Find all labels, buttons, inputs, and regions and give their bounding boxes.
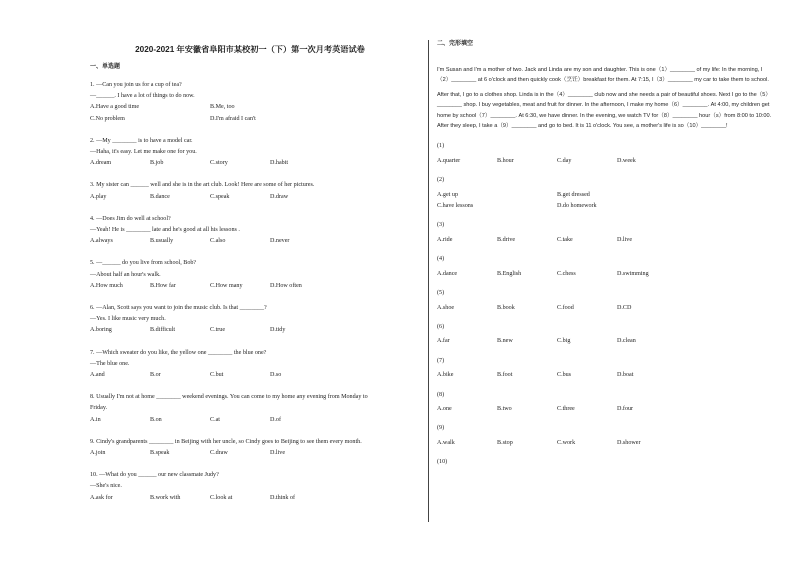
options-row <box>90 102 410 113</box>
answer-option[interactable]: C.chess <box>557 270 576 277</box>
cloze-paragraph-1: I'm Susan and I'm a mother of two. Jack and Linda are my son and daughter. This is one（1）________ of my life: In the morning, I（2）________ at 6 o'clock and then quickly cook（烹饪）breakfast for them. At 7:15, I（3）________ my car to take them to school. <box>437 67 769 84</box>
options-row <box>437 370 773 381</box>
answer-option[interactable]: C.big <box>557 338 571 345</box>
options-row <box>90 192 410 203</box>
cloze-question-list <box>437 141 773 468</box>
question-text: —______ do you live from school, Bob? <box>96 260 197 267</box>
options-row <box>437 336 773 347</box>
answer-option[interactable]: A.and <box>90 372 105 379</box>
answer-option[interactable]: A.ride <box>437 236 453 243</box>
answer-option[interactable]: B.drive <box>497 236 516 243</box>
question-line <box>90 437 410 448</box>
question-line <box>90 481 410 492</box>
options-row <box>90 493 410 504</box>
question-line <box>90 348 410 359</box>
options-row <box>90 448 410 459</box>
answer-option[interactable]: B.English <box>497 270 522 277</box>
options-row <box>437 235 773 246</box>
cloze-question-item <box>437 457 773 468</box>
answer-option[interactable]: D.so <box>270 372 282 379</box>
question-number: 9. <box>90 438 95 445</box>
question-line <box>90 392 410 403</box>
cloze-question-item <box>437 390 773 416</box>
answer-option[interactable]: A.get up <box>437 191 458 198</box>
question-line <box>90 180 410 191</box>
question-text: —Does Jim do well at school? <box>96 215 171 222</box>
answer-option[interactable]: B.speak <box>150 450 170 457</box>
options-row <box>90 325 410 336</box>
answer-option[interactable]: D.draw <box>270 193 289 200</box>
options-row <box>437 303 773 314</box>
question-line <box>90 359 410 370</box>
answer-option[interactable]: A.quarter <box>437 157 461 164</box>
answer-option[interactable]: C.but <box>210 372 224 379</box>
answer-option[interactable]: B.or <box>150 372 161 379</box>
multiple-choice-list <box>90 80 410 504</box>
question-item <box>90 80 410 125</box>
question-line <box>90 214 410 225</box>
answer-option[interactable]: A.far <box>437 338 450 345</box>
cloze-question-number: (2) <box>437 177 445 184</box>
question-text: —What do you ______ our new classmate Judy? <box>99 472 219 479</box>
cloze-question-item <box>437 254 773 280</box>
cloze-question-item <box>437 288 773 314</box>
question-number: 8. <box>90 394 95 401</box>
answer-option[interactable]: C.also <box>210 238 226 245</box>
exam-title: 2020-2021 年安徽省阜阳市某校初一（下）第一次月考英语试卷 <box>135 45 365 54</box>
answer-option[interactable]: D.live <box>617 236 633 243</box>
answer-option[interactable]: B.new <box>497 338 513 345</box>
answer-option[interactable]: B.hour <box>497 157 514 164</box>
options-row <box>437 269 773 280</box>
question-line <box>90 314 410 325</box>
answer-option[interactable]: B.two <box>497 405 512 412</box>
cloze-paragraph-2: After that, I go to a clothes shop. Linda is in the（4）________ club now and she needs a pair of beautiful shoes. Next I go to the（5）________ shop. I buy vegetables, meat and fruit for dinner. In the afternoon, I make my home（6）________. At 4:00, my children get home by school（7）________. At 6:30, we have dinner. In the evening, we watch TV for（8）________ hour（s）from 8:00 to 10:00. After they sleep, I take a（9）________ and go to bed. It is 11 o'clock. You see, a mother's life is so（10）________! <box>437 91 772 130</box>
answer-option[interactable]: C.bus <box>557 372 572 379</box>
answer-option[interactable]: C.take <box>557 236 573 243</box>
answer-option[interactable]: D.tidy <box>270 327 286 334</box>
cloze-question-item <box>437 423 773 449</box>
options-row <box>90 281 410 292</box>
answer-option[interactable]: B.dance <box>150 193 170 200</box>
cloze-question-item <box>437 356 773 382</box>
answer-option[interactable]: A.dance <box>437 270 458 277</box>
options-row <box>90 158 410 169</box>
answer-option[interactable]: A.play <box>90 193 107 200</box>
question-number: 3. <box>90 182 95 189</box>
answer-option[interactable]: C.have lessons <box>437 203 474 210</box>
options-row <box>90 114 410 125</box>
answer-option[interactable]: D.How often <box>270 282 302 289</box>
answer-option[interactable]: B.foot <box>497 372 513 379</box>
answer-option[interactable]: A.one <box>437 405 452 412</box>
question-text: —______. I have a lot of things to do now. <box>90 93 195 100</box>
question-text: Friday. <box>90 405 108 412</box>
options-row <box>437 404 773 415</box>
question-text: —My ________ is to have a model car. <box>96 137 193 144</box>
answer-option[interactable]: B.stop <box>497 439 513 446</box>
answer-option[interactable]: D.never <box>270 238 290 245</box>
answer-option[interactable]: A.boring <box>90 327 112 334</box>
cloze-question-item <box>437 141 773 167</box>
cloze-question-number: (8) <box>437 391 445 398</box>
options-row <box>437 190 773 201</box>
answer-option[interactable]: B.difficult <box>150 327 176 334</box>
question-item <box>90 437 410 459</box>
cloze-question-number: (3) <box>437 222 445 229</box>
cloze-question-number: (1) <box>437 143 445 150</box>
question-item <box>90 214 410 248</box>
question-text: —Yeah! He is ________ late and he's good at all his lessons . <box>90 227 240 234</box>
answer-option[interactable]: C.How many <box>210 282 243 289</box>
cloze-question-number: (6) <box>437 323 445 330</box>
cloze-question-number: (9) <box>437 425 445 432</box>
cloze-question-number: (5) <box>437 290 445 297</box>
answer-option[interactable]: A.Have a good time <box>90 104 140 111</box>
answer-option[interactable]: B.job <box>150 160 164 167</box>
answer-option[interactable]: D.habit <box>270 160 289 167</box>
answer-option[interactable]: C.three <box>557 405 575 412</box>
left-column <box>90 44 410 515</box>
question-item <box>90 180 410 202</box>
question-number: 7. <box>90 349 95 356</box>
question-text: Cindy's grandparents ________ in Beijing with her uncle, so Cindy goes to Beijing to see them every month. <box>96 438 362 445</box>
answer-option[interactable]: C.work <box>557 439 576 446</box>
options-row <box>90 370 410 381</box>
answer-option[interactable]: D.of <box>270 416 282 423</box>
question-text: —The blue one. <box>90 360 130 367</box>
question-text: My sister can ______ well and she is in the art club. Look! Here are some of her pictures. <box>96 182 315 189</box>
question-number: 1. <box>90 82 95 88</box>
cloze-question-number: (4) <box>437 256 445 263</box>
question-line <box>90 303 410 314</box>
answer-option[interactable]: C.day <box>557 157 572 164</box>
question-line <box>90 258 410 269</box>
answer-option[interactable]: D.week <box>617 157 636 164</box>
question-line <box>90 136 410 147</box>
question-item <box>90 392 410 426</box>
answer-option[interactable]: D.live <box>270 450 286 457</box>
cloze-question-number: (7) <box>437 357 445 364</box>
column-divider <box>428 40 429 522</box>
options-row <box>90 415 410 426</box>
question-text: —She's nice. <box>90 483 122 490</box>
cloze-question-item <box>437 322 773 348</box>
question-line <box>90 470 410 481</box>
question-line <box>90 91 410 102</box>
answer-option[interactable]: C.at <box>210 416 220 423</box>
answer-option[interactable]: B.on <box>150 416 162 423</box>
question-text: —Haha, it's easy. Let me make one for you. <box>90 149 197 156</box>
answer-option[interactable]: A.How much <box>90 282 123 289</box>
question-text: —Which sweater do you like, the yellow one ________ the blue one? <box>96 349 267 356</box>
options-row <box>437 201 773 212</box>
question-number: 6. <box>90 305 95 312</box>
answer-option[interactable]: A.shoe <box>437 304 455 311</box>
question-text: —Yes. I like music very much. <box>90 316 166 323</box>
answer-option[interactable]: A.ask for <box>90 494 113 501</box>
question-item <box>90 303 410 337</box>
question-item <box>90 258 410 292</box>
answer-option[interactable]: B.How far <box>150 282 176 289</box>
answer-option[interactable]: A.always <box>90 238 113 245</box>
answer-option[interactable]: D.think of <box>270 494 296 501</box>
answer-option[interactable]: A.in <box>90 416 101 423</box>
question-line <box>90 403 410 414</box>
answer-option[interactable]: B.Me, too <box>210 104 235 111</box>
question-item <box>90 136 410 170</box>
answer-option[interactable]: C.true <box>210 327 226 334</box>
answer-option[interactable]: C.story <box>210 160 228 167</box>
cloze-question-item <box>437 175 773 212</box>
options-row <box>437 156 773 167</box>
answer-option[interactable]: D.shower <box>617 439 641 446</box>
answer-option[interactable]: B.book <box>497 304 515 311</box>
answer-option[interactable]: B.work with <box>150 494 181 501</box>
answer-option[interactable]: D.do homework <box>557 203 597 210</box>
answer-option[interactable]: D.boat <box>617 372 634 379</box>
answer-option[interactable]: A.walk <box>437 439 455 446</box>
options-row <box>90 236 410 247</box>
answer-option[interactable]: C.No problem <box>90 115 125 122</box>
question-item <box>90 348 410 382</box>
answer-option[interactable]: A.dream <box>90 160 112 167</box>
section2-heading: 二、完形填空 <box>437 41 474 47</box>
answer-option[interactable]: C.draw <box>210 450 228 457</box>
answer-option[interactable]: D.CD <box>617 304 632 311</box>
question-number: 5. <box>90 260 95 267</box>
answer-option[interactable]: D.I'm afraid I can't <box>210 115 256 122</box>
answer-option[interactable]: D.clean <box>617 338 636 345</box>
answer-option[interactable]: C.speak <box>210 193 230 200</box>
answer-option[interactable]: A.bike <box>437 372 454 379</box>
question-text: —About half an hour's walk. <box>90 271 161 278</box>
question-line <box>90 270 410 281</box>
answer-option[interactable]: C.food <box>557 304 574 311</box>
question-line <box>90 80 410 91</box>
question-number: 2. <box>90 137 95 144</box>
answer-option[interactable]: C.look at <box>210 494 233 501</box>
answer-option[interactable]: D.swimming <box>617 270 649 277</box>
question-text: Usually I'm not at home ________ weekend evenings. You can come to my home any evening from Monday to <box>96 394 368 401</box>
question-number: 4. <box>90 215 95 222</box>
answer-option[interactable]: B.usually <box>150 238 174 245</box>
question-line <box>90 225 410 236</box>
answer-option[interactable]: A.join <box>90 450 106 457</box>
options-row <box>437 438 773 449</box>
question-text: —Can you join us for a cup of tea? <box>96 82 182 88</box>
cloze-question-item <box>437 220 773 246</box>
question-item <box>90 470 410 504</box>
question-number: 10. <box>90 472 98 479</box>
answer-option[interactable]: B.get dressed <box>557 191 590 198</box>
cloze-question-number: (10) <box>437 459 448 466</box>
question-text: —Alan, Scott says you want to join the music club. Is that ________? <box>96 305 267 312</box>
right-column <box>437 38 773 477</box>
section1-heading: 一、单选题 <box>90 64 121 70</box>
answer-option[interactable]: D.four <box>617 405 634 412</box>
question-line <box>90 147 410 158</box>
